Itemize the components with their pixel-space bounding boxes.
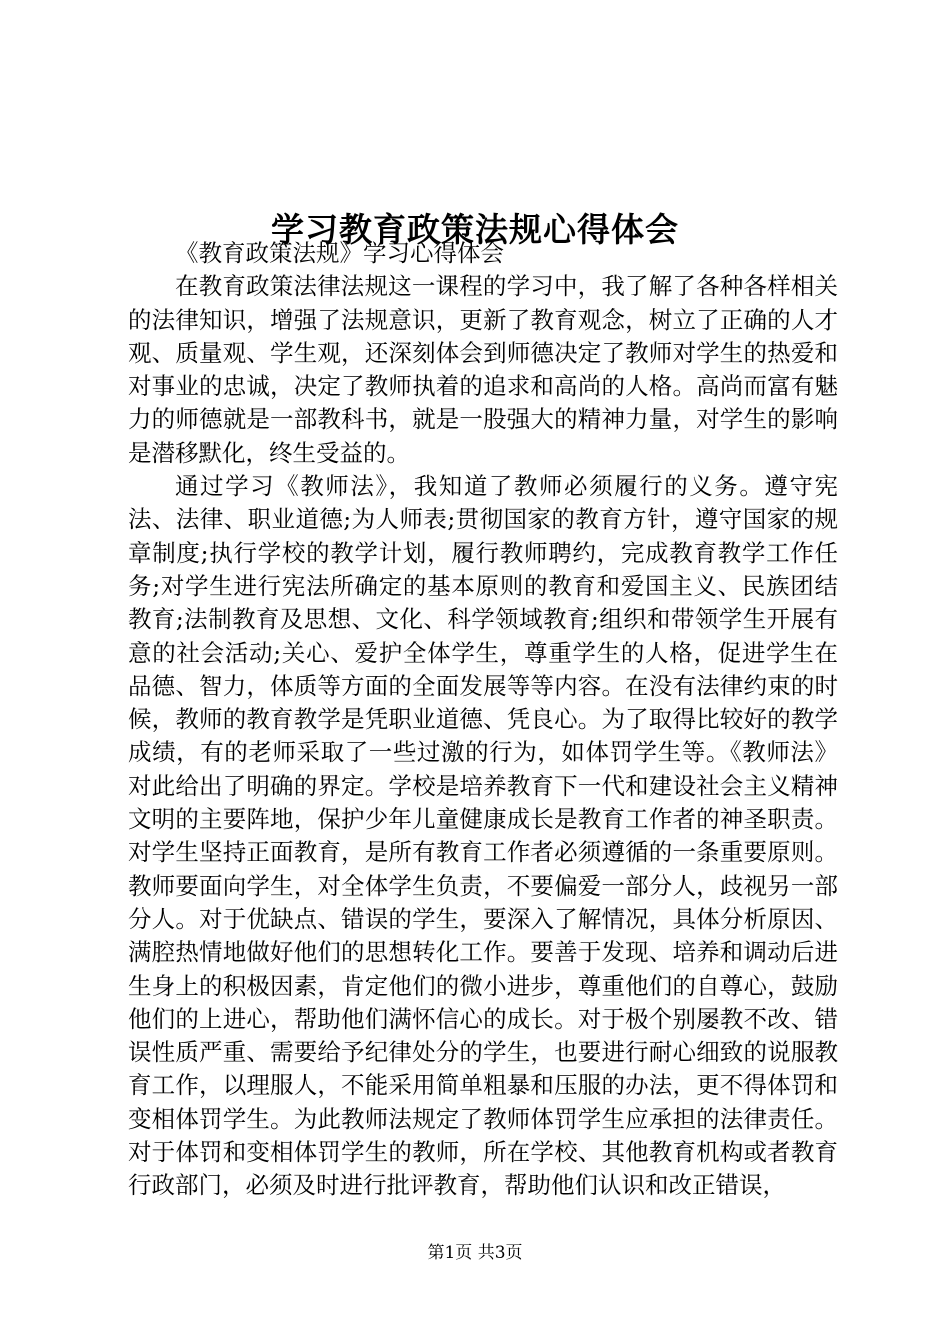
document-title: 学习教育政策法规心得体会 (271, 210, 679, 250)
page-number-footer: 第1页 共3页 (427, 1243, 523, 1263)
subtitle-paragraph: 《教育政策法规》学习心得体会 (175, 239, 504, 267)
body-paragraph: 在教育政策法律法规这一课程的学习中，我了解了各种各样相关的法律知识，增强了法规意识，更新了教育观念，树立了正确的人才观、质量观、学生观，还深刻体会到师德决定了教师对学生的热爱和对事业的忠诚，决定了教师执着的追求和高尚的人格。高尚而富有魅力的师德就是一部教科书，就是一股强大的精神力量，对学生的影响是潜移默化，终生受益的。 (128, 272, 838, 467)
body-paragraph: 通过学习《教师法》，我知道了教师必须履行的义务。遵守宪法、法律、职业道德;为人师表;贯彻国家的教育方针，遵守国家的规章制度;执行学校的教学计划，履行教师聘约，完成教育教学工作任务;对学生进行宪法所确定的基本原则的教育和爱国主义、民族团结教育;法制教育及思想、文化、科学领域教育;组织和带领学生开展有意的社会活动;关心、爱护全体学生，尊重学生的人格，促进学生在品德、智力，体质等方面的全面发展等等内容。在没有法律约束的时候，教师的教育教学是凭职业道德、凭良心。为了取得比较好的教学成绩，有的老师采取了一些过激的行为，如体罚学生等。《教师法》对此给出了明确的界定。学校是培养教育下一代和建设社会主义精神文明的主要阵地，保护少年儿童健康成长是教育工作者的神圣职责。对学生坚持正面教育，是所有教育工作者必须遵循的一条重要原则。教师要面向学生，对全体学生负责，不要偏爱一部分人，歧视另一部分人。对于优缺点、错误的学生，要深入了解情况，具体分析原因、满腔热情地做好他们的思想转化工作。要善于发现、培养和调动后进生身上的积极因素，肯定他们的微小进步，尊重他们的自尊心，鼓励他们的上进心，帮助他们满怀信心的成长。对于极个别屡教不改、错误性质严重、需要给予纪律处分的学生，也要进行耐心细致的说服教育工作，以理服人，不能采用简单粗暴和压服的办法，更不得体罚和变相体罚学生。为此教师法规定了教师体罚学生应承担的法律责任。对于体罚和变相体罚学生的教师，所在学校、其他教育机构或者教育行政部门，必须及时进行批评教育，帮助他们认识和改正错误， (128, 472, 838, 1200)
document-body (128, 237, 838, 1203)
